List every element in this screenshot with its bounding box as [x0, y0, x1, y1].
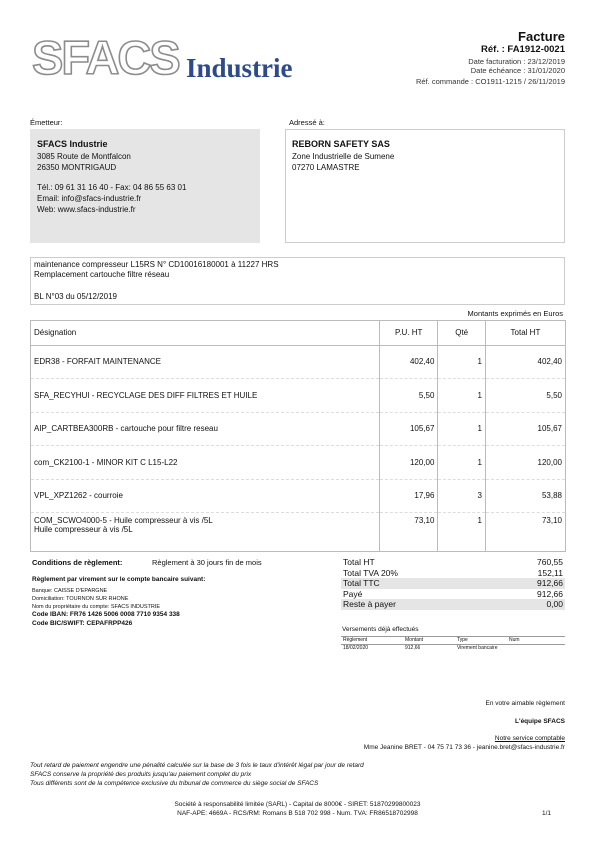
- row-unit-price: 105,67: [379, 412, 437, 446]
- invoice-reference: Réf. : FA1912-0021: [481, 44, 565, 55]
- invoice-date: Date facturation : 23/12/2019: [468, 57, 565, 66]
- invoice-items-table: [30, 320, 566, 552]
- delivery-note: BL N°03 du 05/12/2019: [34, 292, 117, 301]
- description-line-2: Remplacement cartouche filtre réseau: [34, 270, 170, 279]
- row-qty: 1: [438, 345, 485, 379]
- col-payment-num: Num: [509, 637, 520, 643]
- payment-amount: 912,66: [405, 645, 421, 651]
- row-unit-price: 73,10: [379, 513, 437, 552]
- paid-row: [341, 589, 565, 600]
- account-owner: Nom du propriétaire du compte: SFACS INDUSTRIE: [32, 604, 161, 610]
- footer-line-2: NAF-APE: 4669A - RCS/RM: Romans B 518 702 998 - Num. TVA: FR86518702998: [177, 810, 418, 817]
- totals-block: [341, 557, 565, 610]
- row-qty: 3: [438, 479, 485, 513]
- table-row: [341, 645, 565, 652]
- row-qty: 1: [438, 446, 485, 480]
- total-tva-row: [341, 568, 565, 579]
- bank-iban: Code IBAN: FR76 1426 5006 0008 7710 9354 338: [32, 611, 180, 618]
- col-total: Total HT: [485, 321, 565, 346]
- bank-transfer-title: Règlement par virement sur le compte bancaire suivant:: [32, 576, 206, 583]
- row-unit-price: 402,40: [379, 345, 437, 379]
- payment-type: Virement bancaire: [457, 645, 498, 651]
- recipient-label: Adressé à:: [289, 118, 325, 127]
- accounting-contact: Mme Jeanine BRET - 04 75 71 73 36 - jeanine.bret@sfacs-industrie.fr: [363, 744, 565, 751]
- row-total: 73,10: [485, 513, 565, 552]
- row-designation: AIP_CARTBEA300RB - cartouche pour filtre reseau: [31, 412, 380, 446]
- total-label: Reste à payer: [343, 599, 396, 609]
- row-designation: com_CK2100-1 - MINOR KIT C L15-L22: [31, 446, 380, 480]
- recipient-address-2: 07270 LAMASTRE: [292, 163, 360, 172]
- page-number: 1/1: [541, 810, 551, 817]
- total-label: Total HT: [343, 557, 375, 567]
- sender-web: Web: www.sfacs-industrie.fr: [37, 205, 136, 214]
- accounting-service: Notre service comptable: [494, 735, 565, 742]
- bank-domiciliation: Domiciliation: TOURNON SUR RHONE: [32, 596, 129, 602]
- sender-address-1: 3085 Route de Montfalcon: [37, 152, 131, 161]
- row-unit-price: 17,96: [379, 479, 437, 513]
- remaining-row: [341, 599, 565, 610]
- bank-bic: Code BIC/SWIFT: CEPAFRPP426: [32, 620, 133, 627]
- footer-line-1: Société à responsabilité limitée (SARL) - Capital de 8000€ - SIRET: 51870299800023: [174, 801, 421, 808]
- due-date: Date échéance : 31/01/2020: [470, 66, 565, 75]
- total-label: Total TVA 20%: [343, 567, 398, 578]
- row-total: 5,50: [485, 379, 565, 413]
- row-total: 402,40: [485, 345, 565, 379]
- row-designation: EDR38 - FORFAIT MAINTENANCE: [31, 345, 380, 379]
- table-row: [31, 513, 566, 552]
- legal-line-2: SFACS conserve la propriété des produits jusqu'au paiement complet du prix: [30, 771, 252, 778]
- row-unit-price: 5,50: [379, 379, 437, 413]
- svg-text:SFACS: SFACS: [32, 31, 179, 84]
- company-logo: [30, 30, 315, 90]
- row-qty: 1: [438, 513, 485, 552]
- row-unit-price: 120,00: [379, 446, 437, 480]
- table-row: [31, 446, 566, 480]
- total-value: 912,66: [537, 588, 563, 599]
- row-total: 105,67: [485, 412, 565, 446]
- row-qty: 1: [438, 412, 485, 446]
- description-line-1: maintenance compresseur L15RS N° CD10016180001 à 11227 HRS: [34, 260, 279, 269]
- payments-header-row: [341, 637, 565, 645]
- payment-conditions-label: Conditions de règlement:: [32, 558, 123, 567]
- sender-box: [30, 129, 260, 243]
- table-row: [31, 379, 566, 413]
- total-value: 760,55: [537, 557, 563, 567]
- sender-address-2: 26350 MONTRIGAUD: [37, 163, 117, 172]
- col-payment-amount: Montant: [405, 637, 424, 643]
- row-total: 120,00: [485, 446, 565, 480]
- total-label: Payé: [343, 588, 363, 599]
- table-header-row: [31, 321, 566, 346]
- table-row: [31, 345, 566, 379]
- row-designation-detail: Huile compresseur à vis /5L: [34, 525, 133, 535]
- payment-num: [509, 645, 561, 652]
- currency-note: Montants exprimés en Euros: [467, 309, 563, 318]
- document-type: Facture: [518, 29, 565, 44]
- order-reference: Réf. commande : CO1911-1215 / 26/11/2019: [416, 77, 565, 86]
- row-designation-cell: [31, 513, 380, 552]
- total-label: Total TTC: [343, 578, 380, 588]
- col-payment-type: Type: [457, 637, 468, 643]
- sender-label: Émetteur:: [30, 118, 63, 127]
- sender-email: Email: info@sfacs-industrie.fr: [37, 194, 142, 203]
- total-value: 152,11: [537, 567, 563, 578]
- sender-name: SFACS Industrie: [37, 139, 108, 149]
- recipient-box: [285, 129, 565, 243]
- recipient-address-1: Zone Industrielle de Sumene: [292, 152, 395, 161]
- invoice-description: [30, 257, 565, 305]
- payment-conditions-value: Règlement à 30 jours fin de mois: [152, 558, 262, 567]
- col-qty: Qté: [438, 321, 485, 346]
- total-value: 0,00: [546, 599, 563, 609]
- payment-date: 18/02/2020: [343, 645, 369, 651]
- row-qty: 1: [438, 379, 485, 413]
- svg-text:Industrie: Industrie: [186, 53, 293, 83]
- col-designation: Désignation: [31, 321, 380, 346]
- sender-phone: Tél.: 09 61 31 16 40 - Fax: 04 86 55 63 01: [37, 183, 187, 192]
- col-payment-date: Règlement: [343, 637, 368, 643]
- row-designation: VPL_XPZ1262 - courroie: [31, 479, 380, 513]
- total-ht-row: [341, 557, 565, 568]
- legal-line-3: Tous différents sont de la compétence exclusive du tribunal de commerce du siège social de SFACS: [30, 780, 319, 787]
- bank-name: Banque: CAISSE D'EPARGNE: [32, 588, 108, 594]
- team-signature: L'équipe SFACS: [515, 718, 565, 725]
- greeting: En votre aimable règlement: [485, 700, 565, 707]
- recipient-name: REBORN SAFETY SAS: [292, 139, 390, 149]
- table-row: [31, 479, 566, 513]
- col-unit-price: P.U. HT: [379, 321, 437, 346]
- payments-made-title: Versements déjà effectués: [342, 626, 419, 633]
- legal-line-1: Tout retard de paiement engendre une pénalité calculée sur la base de 3 fois le taux d'intérêt légal par jour de retard: [30, 762, 364, 769]
- row-designation: SFA_RECYHUI - RECYCLAGE DES DIFF FILTRES ET HUILE: [31, 379, 380, 413]
- total-value: 912,66: [537, 578, 563, 588]
- row-total: 53,88: [485, 479, 565, 513]
- total-ttc-row: [341, 578, 565, 589]
- row-designation: COM_SCWO4000-5 - Huile compresseur à vis /5L: [34, 516, 213, 526]
- table-row: [31, 412, 566, 446]
- payments-made-table: [341, 636, 565, 652]
